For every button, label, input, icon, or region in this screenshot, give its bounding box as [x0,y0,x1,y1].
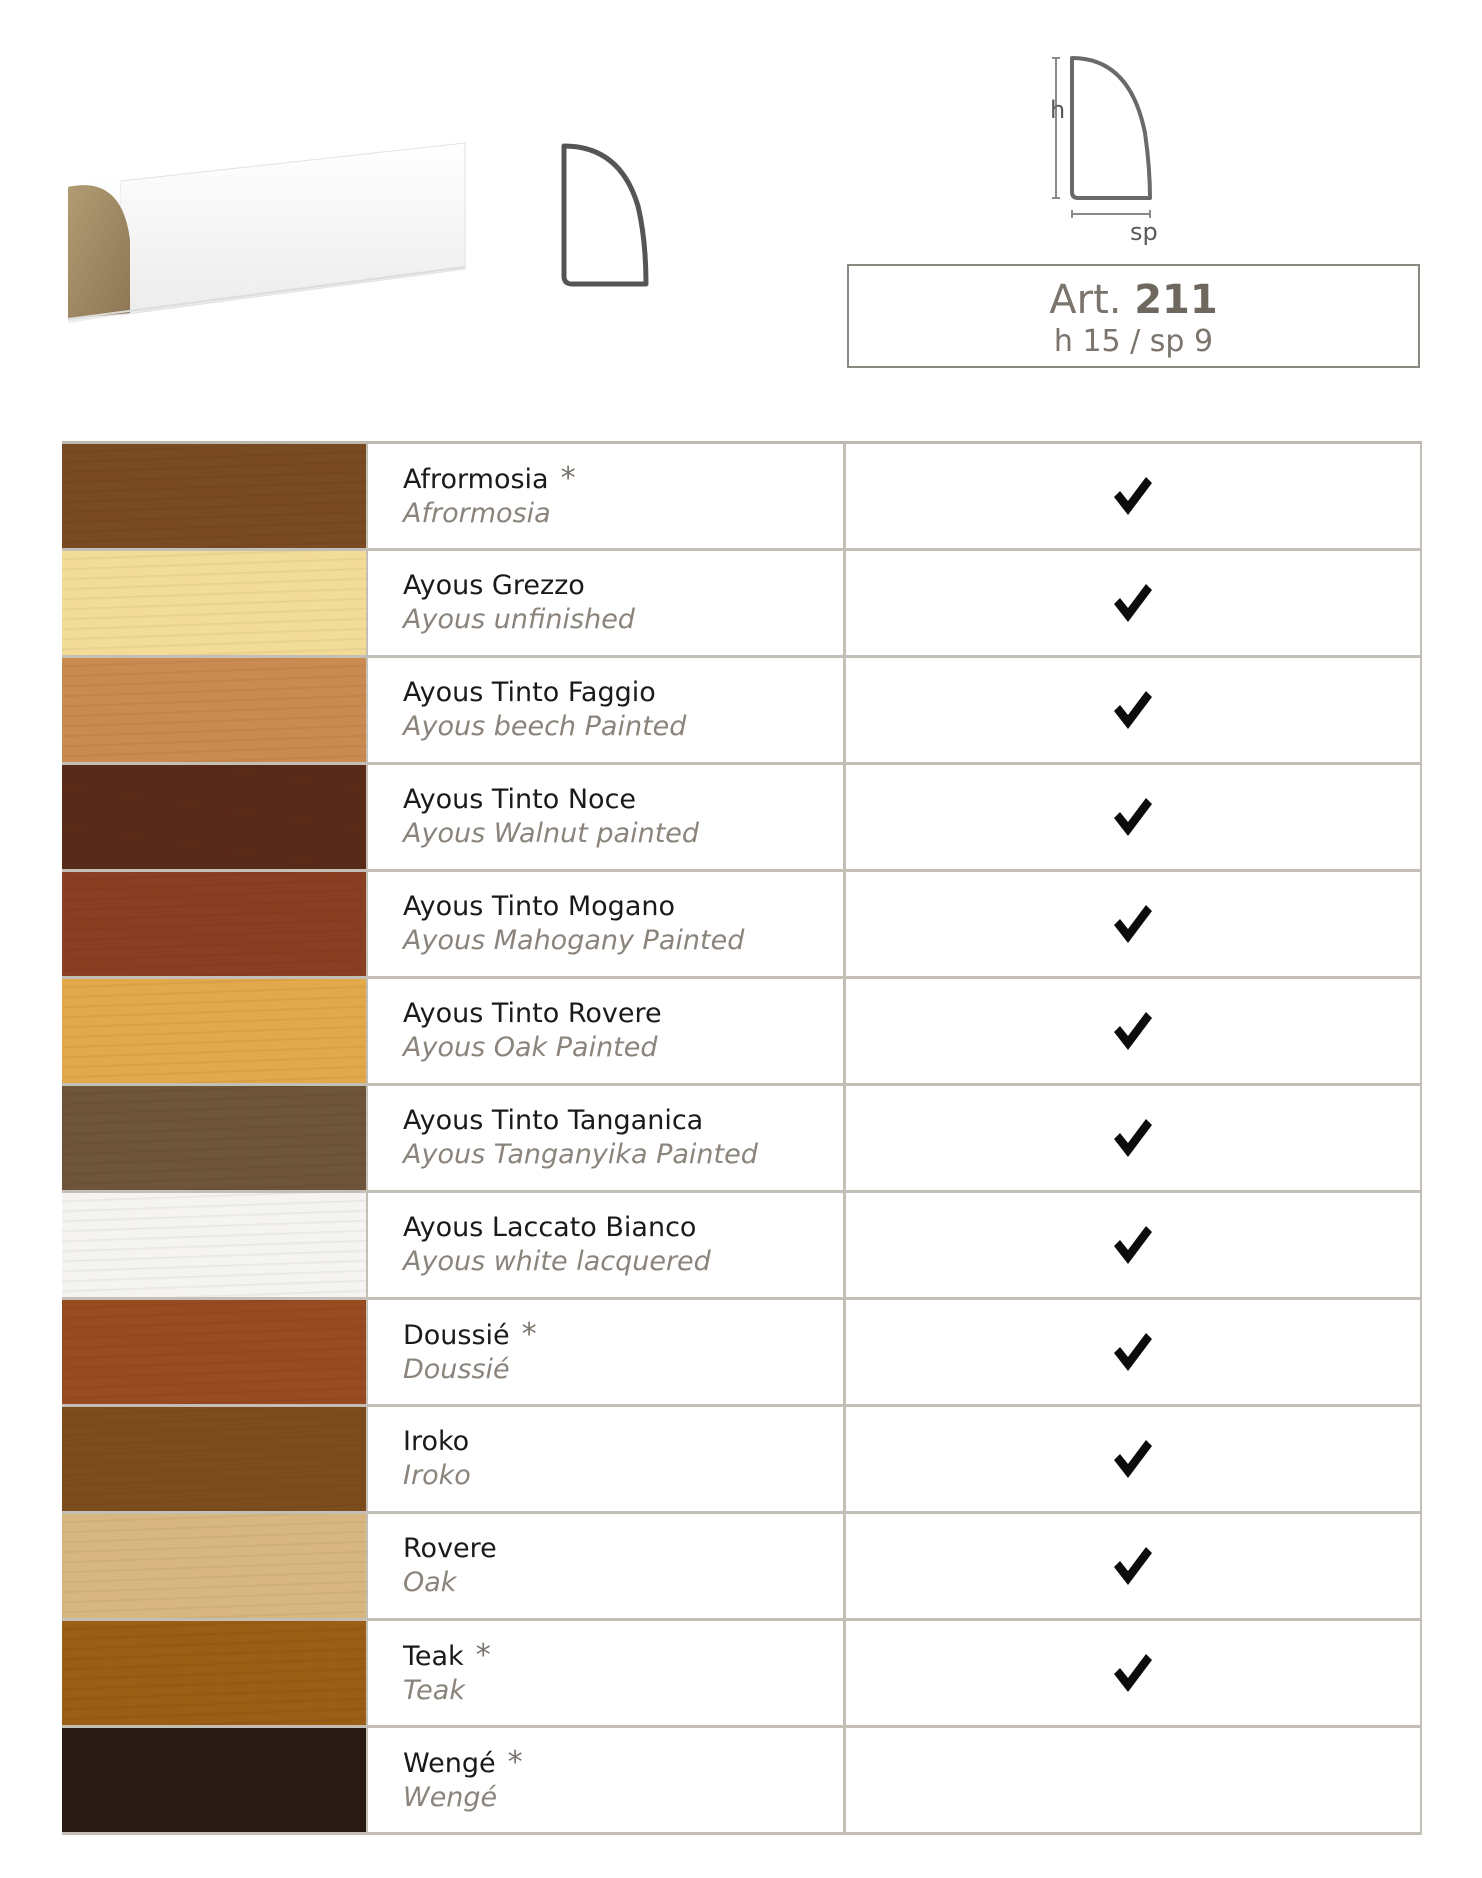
availability-cell [846,1407,1422,1511]
finish-names [368,1728,846,1832]
asterisk-mark: * [507,1745,523,1780]
finish-names [368,979,846,1083]
finish-names [368,1193,846,1297]
finish-name-text: Ayous Tinto Faggio [403,677,656,708]
availability-cell [846,1621,1422,1725]
wood-swatch [62,1086,368,1190]
availability-cell [846,765,1422,869]
finish-names [368,1621,846,1725]
check-icon [1112,475,1154,517]
finish-row [62,872,1422,979]
finish-name-text: Rovere [403,1533,497,1564]
finish-names [368,444,846,548]
finish-translation: Iroko [403,1460,471,1491]
finish-row [62,551,1422,658]
finish-translation: Oak [403,1567,457,1598]
check-icon [1112,1331,1154,1373]
asterisk-mark: * [475,1638,491,1673]
finish-name [403,462,843,497]
wood-swatch [62,1300,368,1404]
finish-name [403,997,843,1031]
finish-names [368,551,846,655]
wood-swatch [62,444,368,548]
finish-name-text: Ayous Tinto Noce [403,784,637,815]
check-icon [1112,689,1154,731]
finish-names [368,1407,846,1511]
finish-translation: Ayous Mahogany Painted [403,925,745,956]
finish-name-text: Ayous Tinto Mogano [403,891,675,922]
availability-cell [846,872,1422,976]
finish-row [62,1407,1422,1514]
finish-name-text: Doussié [403,1320,510,1351]
finish-row [62,1086,1422,1193]
finishes-table [62,441,1422,1835]
article-prefix: Art. [1049,277,1122,323]
availability-cell [846,658,1422,762]
wood-swatch [62,872,368,976]
wood-swatch [62,1621,368,1725]
check-icon [1112,796,1154,838]
check-icon [1112,582,1154,624]
thickness-label: sp [1130,218,1158,246]
wood-swatch [62,979,368,1083]
finish-row [62,1300,1422,1407]
finish-translation: Afrormosia [403,498,551,529]
finish-name-text: Wengé [403,1748,496,1779]
finish-row [62,765,1422,872]
finish-name [403,1746,843,1781]
finish-names [368,872,846,976]
finish-translation: Doussié [403,1354,510,1385]
finish-names [368,765,846,869]
profile-section-shape [558,140,668,290]
wood-swatch [62,1407,368,1511]
availability-cell [846,979,1422,1083]
product-image [60,135,470,325]
asterisk-mark: * [560,461,576,496]
article-title [849,276,1418,324]
wood-swatch [62,551,368,655]
availability-cell [846,1514,1422,1618]
check-icon [1112,1010,1154,1052]
availability-cell [846,1728,1422,1832]
finish-row [62,1621,1422,1728]
finish-names [368,658,846,762]
finish-name [403,890,843,924]
finish-name [403,1532,843,1566]
finish-name [403,783,843,817]
finish-translation: Ayous unfinished [403,604,635,635]
finish-translation: Ayous Oak Painted [403,1032,658,1063]
finish-translation: Ayous Walnut painted [403,818,700,849]
finish-name [403,1211,843,1245]
article-dimensions: h 15 / sp 9 [1053,324,1214,359]
finish-name-text: Iroko [403,1426,470,1457]
finish-name [403,1425,843,1459]
height-label: h [1050,96,1066,124]
finish-names [368,1086,846,1190]
check-icon [1112,1117,1154,1159]
check-icon [1112,903,1154,945]
availability-cell [846,444,1422,548]
finish-translation: Teak [403,1675,465,1706]
finish-name [403,1639,843,1674]
finish-translation: Ayous beech Painted [403,711,687,742]
wood-swatch [62,765,368,869]
finish-row [62,444,1422,551]
finish-name-text: Ayous Grezzo [403,570,585,601]
finish-name [403,1104,843,1138]
finish-name [403,676,843,710]
asterisk-mark: * [521,1317,537,1352]
finish-name-text: Teak [403,1641,464,1672]
finish-names [368,1514,846,1618]
availability-cell [846,1193,1422,1297]
wood-swatch [62,1728,368,1832]
finish-name-text: Afrormosia [403,464,549,495]
finish-row [62,1728,1422,1835]
wood-swatch [62,1193,368,1297]
availability-cell [846,1300,1422,1404]
wood-swatch [62,658,368,762]
check-icon [1112,1224,1154,1266]
check-icon [1112,1438,1154,1480]
finish-name-text: Ayous Tinto Tanganica [403,1105,704,1136]
finish-name [403,569,843,603]
availability-cell [846,551,1422,655]
finish-row [62,1193,1422,1300]
finish-row [62,979,1422,1086]
finish-name-text: Ayous Tinto Rovere [403,998,662,1029]
article-number: 211 [1134,277,1218,323]
finish-translation: Ayous white lacquered [403,1246,711,1277]
finish-name [403,1318,843,1353]
finish-name-text: Ayous Laccato Bianco [403,1212,697,1243]
finish-row [62,658,1422,765]
finish-translation: Wengé [403,1782,498,1813]
availability-cell [846,1086,1422,1190]
article-box [847,264,1420,368]
finish-translation: Ayous Tanganyika Painted [403,1139,758,1170]
check-icon [1112,1545,1154,1587]
finish-row [62,1514,1422,1621]
finish-names [368,1300,846,1404]
check-icon [1112,1652,1154,1694]
wood-swatch [62,1514,368,1618]
